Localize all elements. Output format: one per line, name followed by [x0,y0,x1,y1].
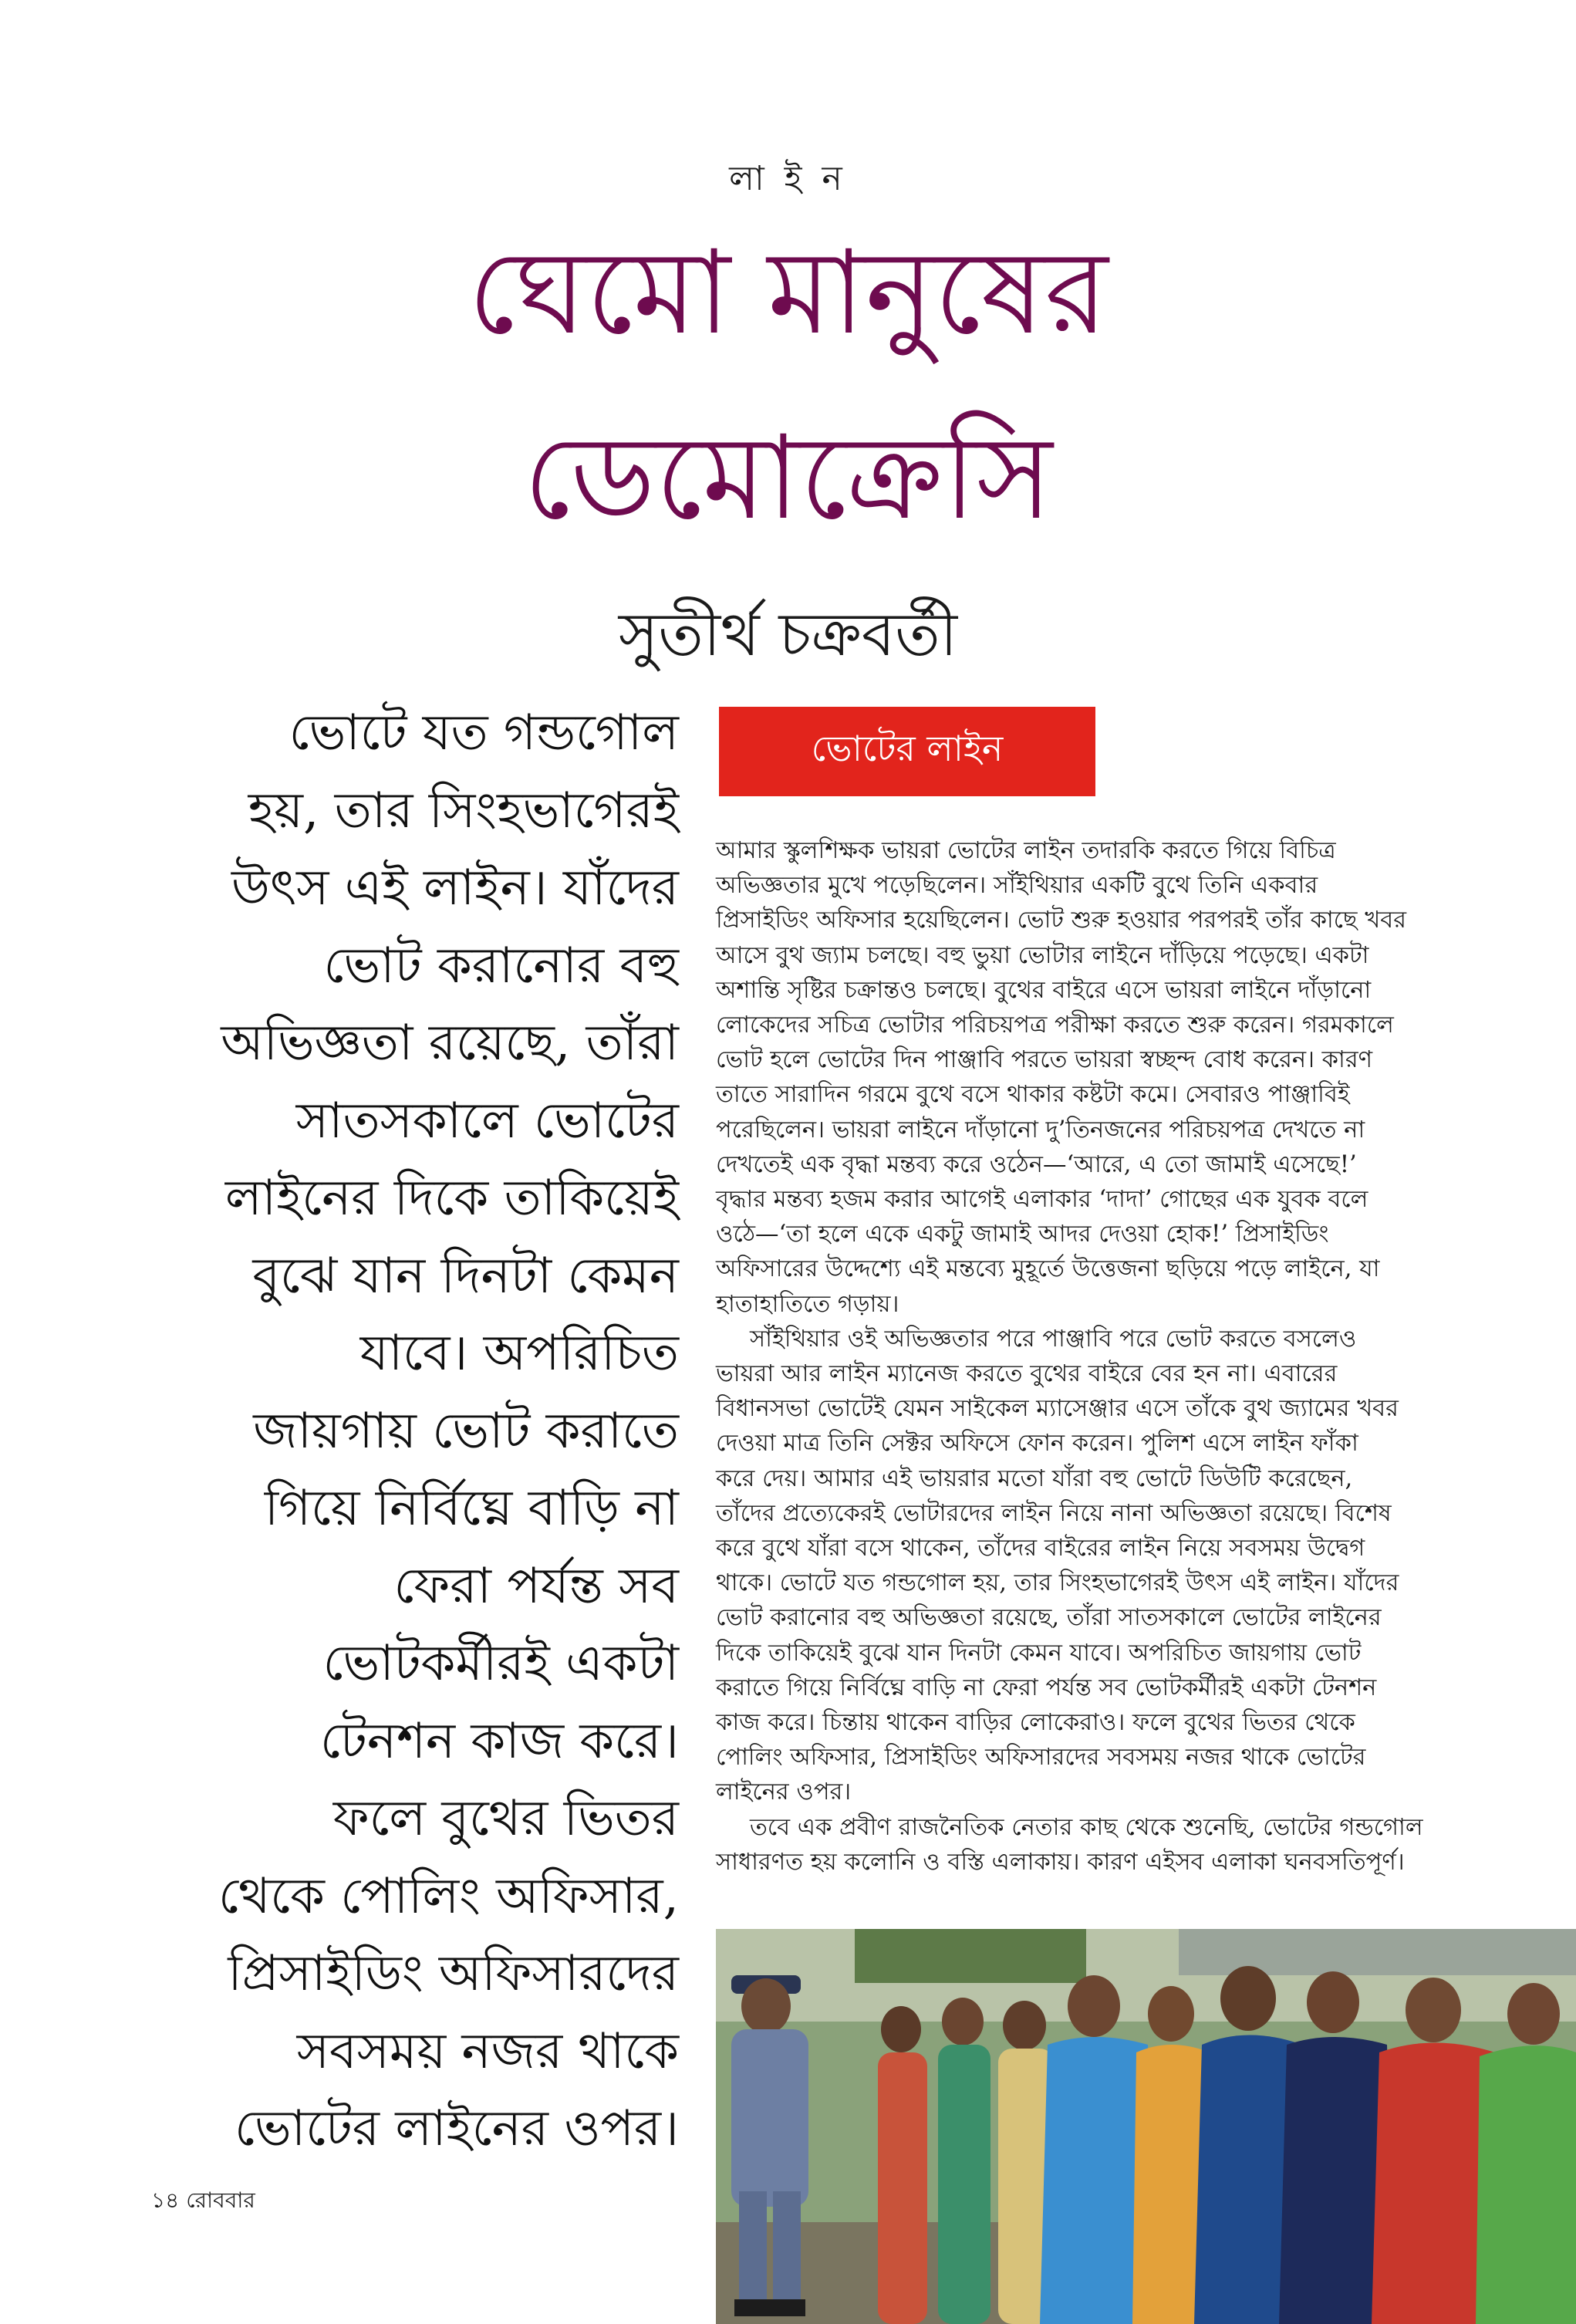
body-line: সাঁইথিয়ার ওই অভিজ্ঞতার পরে পাঞ্জাবি পরে ভোট করতে বসলেও [750,1325,1357,1353]
body-line: করাতে গিয়ে নির্বিঘ্নে বাড়ি না ফেরা পর্যন্ত সব ভোটকর্মীরই একটা টেনশন [716,1674,1377,1701]
pull-quote-line: জায়গায় ভোট করাতে [253,1402,679,1460]
pull-quote-line: লাইনের দিকে তাকিয়েই [224,1170,679,1227]
body-line: থাকে। ভোটে যত গন্ডগোল হয়, তার সিংহভাগেরই উৎস এই লাইন। যাঁদের [716,1569,1399,1597]
body-line: ভায়রা আর লাইন ম্যানেজ করতে বুথের বাইরে বের হন না। এবারের [716,1360,1338,1388]
body-line: অফিসারের উদ্দেশ্যে এই মন্তব্যে মুহূর্তে উত্তেজনা ছড়িয়ে পড়ে লাইনে, যা [716,1255,1380,1283]
body-line: দিকে তাকিয়েই বুঝে যান দিনটা কেমন যাবে। অপরিচিত জায়গায় ভোট [716,1639,1362,1667]
page-folio: ১৪ রোববার [151,2187,255,2213]
body-line: তবে এক প্রবীণ রাজনৈতিক নেতার কাছ থেকে শুনেছি, ভোটের গন্ডগোল [750,1813,1423,1841]
body-line: বিধানসভা ভোটেই যেমন সাইকেল ম্যাসেঞ্জার এসে তাঁকে বুথ জ্যামের খবর [716,1395,1399,1423]
body-line: করে দেয়। আমার এই ভায়রার মতো যাঁরা বহু ভোটে ডিউটি করেছেন, [716,1464,1353,1492]
body-line: তাতে সারাদিন গরমে বুথে বসে থাকার কষ্টটা কমে। সেবারও পাঞ্জাবিই [716,1081,1350,1109]
body-line: ভোট হলে ভোটের দিন পাঞ্জাবি পরতে ভায়রা স্বচ্ছন্দ বোধ করেন। কারণ [716,1046,1373,1074]
author-byline: সুতীর্থ চক্রবর্তী [618,600,958,670]
body-line: করে বুথে যাঁরা বসে থাকেন, তাঁদের বাইরের লাইন নিয়ে সবসময় উদ্বেগ [716,1535,1365,1562]
pull-quote-line: উৎস এই লাইন। যাঁদের [231,860,679,917]
body-line: কাজ করে। চিন্তায় থাকেন বাড়ির লোকেরাও। ফলে বুথের ভিতর থেকে [716,1709,1355,1737]
headline-line-1: ঘেমো মানুষের [467,226,1109,360]
pull-quote-line: সাতসকালে ভোটের [295,1092,679,1150]
pull-quote-line: বুঝে যান দিনটা কেমন [252,1247,679,1305]
headline-line-2: ডেমোক্রেসি [523,411,1053,546]
body-line: পরেছিলেন। ভায়রা লাইনে দাঁড়ানো দু’তিনজনের পরিচয়পত্র দেখতে না [716,1116,1365,1143]
body-line: আমার স্কুলশিক্ষক ভায়রা ভোটের লাইন তদারকি করতে গিয়ে বিচিত্র [716,837,1336,864]
voters-queue-photo [716,1929,1576,2324]
pull-quote-line: ফলে বুথের ভিতর [332,1790,679,1847]
pull-quote-line: প্রিসাইডিং অফিসারদের [228,1945,679,2002]
pull-quote-line: হয়, তার সিংহভাগেরই [248,782,679,839]
body-line: দেখতেই এক বৃদ্ধা মন্তব্য করে ওঠেন—‘আরে, এ তো জামাই এসেছে!’ [716,1150,1357,1178]
body-line: তাঁদের প্রত্যেকেরই ভোটারদের লাইন নিয়ে নানা অভিজ্ঞতা রয়েছে। বিশেষ [716,1499,1392,1527]
body-line: দেওয়া মাত্র তিনি সেক্টর অফিসে ফোন করেন। পুলিশ এসে লাইন ফাঁকা [716,1430,1358,1458]
body-line: প্রিসাইডিং অফিসার হয়েছিলেন। ভোট শুরু হওয়ার পরপরই তাঁর কাছে খবর [716,907,1406,934]
section-label-box [719,707,1095,796]
pull-quote-line: যাবে। অপরিচিত [359,1325,679,1382]
body-line: অভিজ্ঞতার মুখে পড়েছিলেন। সাঁইথিয়ার একটি বুথে তিনি একবার [716,872,1318,900]
pull-quote-line: টেনশন কাজ করে। [320,1712,679,1770]
body-line: ভোট করানোর বহু অভিজ্ঞতা রয়েছে, তাঁরা সাতসকালে ভোটের লাইনের [716,1604,1382,1632]
photo-illustration [716,1929,1576,2324]
article-body [716,833,1436,1880]
body-line: হাতাহাতিতে গড়ায়। [716,1290,899,1318]
pull-quote-line: ভোট করানোর বহু [323,937,679,995]
pull-quote-line: ভোটকর্মীরই একটা [322,1635,679,1692]
body-line: বৃদ্ধার মন্তব্য হজম করার আগেই এলাকার ‘দাদা’ গোছের এক যুবক বলে [716,1186,1368,1214]
pull-quote-line: থেকে পোলিং অফিসার, [218,1867,679,1925]
body-line: আসে বুথ জ্যাম চলছে। বহু ভুয়া ভোটার লাইনে দাঁড়িয়ে পড়েছে। একটা [716,941,1369,969]
body-line: লাইনের ওপর। [716,1778,852,1806]
pull-quote-line: অভিজ্ঞতা রয়েছে, তাঁরা [221,1015,679,1072]
pull-quote-line: ভোটে যত গন্ডগোল [289,704,679,762]
body-line: পোলিং অফিসার, প্রিসাইডিং অফিসারদের সবসময় নজর থাকে ভোটের [716,1744,1366,1772]
body-line: ওঠে—‘তা হলে একে একটু জামাই আদর দেওয়া হোক!’ প্রিসাইডিং [716,1221,1329,1248]
pull-quote [139,694,679,2168]
body-line: সাধারণত হয় কলোনি ও বস্তি এলাকায়। কারণ এইসব এলাকা ঘনবসতিপূর্ণ। [716,1848,1405,1876]
section-kicker: লা ই ন [729,159,847,198]
body-line: লোকেদের সচিত্র ভোটার পরিচয়পত্র পরীক্ষা করতে শুরু করেন। গরমকালে [716,1012,1394,1039]
pull-quote-line: ভোটের লাইনের ওপর। [235,2100,679,2157]
body-line: অশান্তি সৃষ্টির চক্রান্তও চলছে। বুথের বাইরে এসে ভায়রা লাইনে দাঁড়ানো [716,976,1372,1004]
pull-quote-line: সবসময় নজর থাকে [296,2022,679,2080]
section-label-text: ভোটের লাইন [811,728,1004,769]
pull-quote-line: ফেরা পর্যন্ত সব [393,1557,679,1615]
pull-quote-line: গিয়ে নির্বিঘ্নে বাড়ি না [264,1480,679,1537]
